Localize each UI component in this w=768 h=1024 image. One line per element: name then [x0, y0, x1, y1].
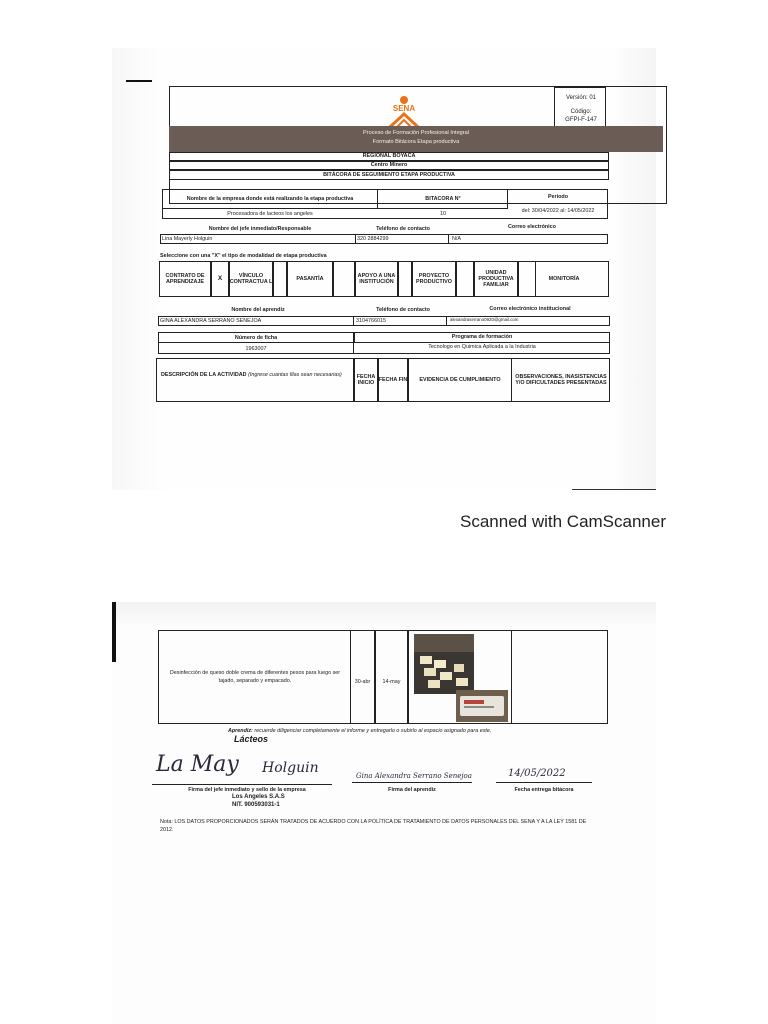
- code-value: GFPI-F-147: [565, 117, 597, 123]
- svg-text:SENA: SENA: [392, 104, 416, 113]
- jefe-signature-line: [152, 784, 332, 785]
- code-label: Código:: [570, 109, 592, 115]
- form-title: BITÁCORA DE SEGUIMIENTO ETAPA PRODUCTIVA: [323, 172, 455, 178]
- fecha-inicio-value-cell: [350, 630, 375, 724]
- programa-value: Tecnologo en Quimica Aplicada a la Industria: [428, 344, 536, 350]
- stamp-line-1: Lácteos: [234, 734, 269, 744]
- aprendiz-signature-line: [352, 782, 472, 783]
- mod-unidad: UNIDAD PRODUCTIVA FAMILIAR: [478, 269, 514, 289]
- page-edge-mark: [112, 602, 116, 662]
- mod-monitoria: MONITORÍA: [548, 275, 580, 282]
- fecha-inicio-value: 30-abr: [354, 679, 371, 685]
- scanned-page-1: [112, 48, 656, 490]
- desc-header-cell: [156, 358, 354, 402]
- periodo-header: Periodo: [547, 194, 569, 200]
- aprendiz-note-label: Aprendiz:: [228, 728, 253, 734]
- mod-contrato: CONTRATO DE APRENDIZAJE: [165, 272, 205, 285]
- aprendiz-signature: Gina Alexandra Serrano Senejoa: [356, 772, 472, 780]
- fecha-entrega-label: Fecha entrega bitácora: [514, 787, 574, 793]
- aprendiz-correo: alexandraserrano0920@gmail.com: [450, 317, 519, 322]
- mod-marca-x: X: [217, 275, 223, 283]
- cell-blank-3: [398, 261, 412, 297]
- fecha-inicio-header: FECHA INICIO: [356, 373, 376, 386]
- evidence-photo-cheese-icon: [414, 634, 474, 694]
- modalidad-prompt: Seleccione con una "X" el tipo de modalidad de etapa productiva: [160, 253, 327, 259]
- fecha-fin-value-cell: [375, 630, 408, 724]
- empresa-value: Procesadora de lacteos los angeles: [227, 211, 313, 217]
- cell-blank-4: [456, 261, 474, 297]
- empresa-header: Nombre de la empresa donde está realizando la etapa productiva: [186, 196, 354, 202]
- programa-header: Programa de formación: [451, 334, 513, 340]
- fecha-entrega-line: [496, 782, 592, 783]
- evidencia-header: EVIDENCIA DE CUMPLIMIENTO: [419, 376, 501, 383]
- jefe-telefono-header: Teléfono de contacto: [376, 226, 430, 232]
- fecha-fin-header: FECHA FIN: [378, 376, 408, 383]
- desc-header-block: [161, 371, 351, 379]
- aprendiz-header: Nombre del aprendiz: [231, 307, 285, 313]
- regional-text: REGIONAL BOYACA: [362, 153, 416, 159]
- jefe-telefono: 320 2884299: [357, 236, 389, 242]
- jefe-signature: La May: [156, 752, 239, 777]
- activity-description: Desinfección de queso doble crema de diferentes pesos para luego ser tajado, separado y empacado.: [169, 670, 341, 684]
- stamp-line-2: Los Angeles S.A.S: [232, 794, 285, 800]
- scanned-page-2: [112, 602, 656, 1024]
- page-edge-line: [572, 489, 656, 490]
- mod-vinculo: VÍNCULO CONTRACTUA L: [229, 272, 273, 285]
- cell-blank-5: [518, 261, 536, 297]
- firma-aprendiz-label: Firma del aprendiz: [388, 787, 436, 793]
- cell-blank-2: [333, 261, 355, 297]
- desc-header: DESCRIPCIÓN DE LA ACTIVIDAD: [161, 372, 247, 378]
- jefe-signature-tail: Holguin: [262, 760, 319, 776]
- camscanner-watermark: Scanned with CamScanner: [460, 512, 667, 531]
- version-box: [554, 87, 606, 127]
- observaciones-header: OBSERVACIONES, INASISTENCIAS Y/O DIFICULTADES PRESENTADAS: [515, 373, 607, 386]
- ficha-header: Número de ficha: [234, 335, 278, 341]
- aprendiz-tel-header: Teléfono de contacto: [376, 307, 430, 313]
- aprendiz-value: GINA ALEXANDRA SERRANO SENEJOA: [160, 318, 262, 324]
- centro-text: Centro Minero: [370, 162, 408, 168]
- mod-pasantia: PASANTÍA: [296, 275, 324, 282]
- evidence-photo-package-icon: [456, 690, 508, 722]
- ficha-value: 1963007: [245, 346, 267, 352]
- jefe-header: Nombre del jefe inmediato/Responsable: [208, 226, 312, 232]
- aprendiz-note: recuerde diligenciar completamente el informe y entregarlo o subirlo al espacio asignado para este.: [254, 728, 492, 734]
- jefe-value: Lina Mayerly Holguin: [162, 236, 213, 242]
- desc-note: (Ingrese cuantas filas sean necesarias): [248, 372, 342, 378]
- periodo-value: del: 30/04/2022 al: 14/05/2022: [521, 208, 595, 214]
- page-edge-mark: [126, 80, 152, 82]
- aprendiz-tel: 3104766015: [356, 318, 386, 324]
- banner-line-1: Proceso de Formación Profesional Integral: [362, 130, 470, 136]
- process-banner: [169, 126, 663, 152]
- aprendiz-correo-header: Correo electrónico institucional: [489, 306, 571, 312]
- sena-logo: [384, 94, 424, 128]
- bitacora-header: BITACORA N°: [425, 196, 461, 202]
- mod-proyecto: PROYECTO PRODUCTIVO: [416, 272, 452, 285]
- nota-datos-personales: Nota: LOS DATOS PROPORCIONADOS SERÁN TRATADOS DE ACUERDO CON LA POLÍTICA DE TRATAMIENTO DE DATOS PERSONALES DEL SENA Y A LA LEY 1581 DE 2012.: [160, 819, 587, 834]
- banner-line-2: Formato Bitácora Etapa productiva: [372, 139, 460, 145]
- jefe-correo-header: Correo electrónico: [508, 224, 556, 230]
- jefe-correo: N/A: [452, 236, 461, 242]
- firma-jefe-label: Firma del jefe inmediato y sello de la empresa: [188, 787, 306, 793]
- mod-apoyo: APOYO A UNA INSTITUCIÓN: [357, 272, 396, 285]
- cell-blank-1: [273, 261, 287, 297]
- fecha-fin-value: 14-may: [382, 679, 401, 685]
- version-text: Versión: 01: [565, 95, 597, 101]
- fecha-entrega-value: 14/05/2022: [508, 768, 566, 779]
- stamp-line-3: NIT. 900593031-1: [232, 802, 280, 808]
- bitacora-value: 10: [440, 211, 446, 217]
